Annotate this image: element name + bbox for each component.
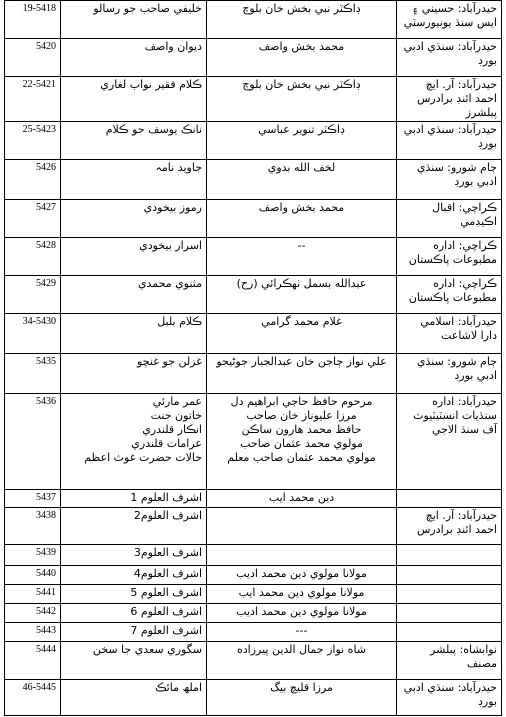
row-number: 25-5423 xyxy=(5,122,61,160)
row-number: 5436 xyxy=(5,394,61,490)
book-title: جاويد نامہ xyxy=(61,160,207,200)
row-number: 5429 xyxy=(5,276,61,314)
book-publisher: ڄام شورو: سنڌي ادبي بورڊ xyxy=(397,354,502,394)
book-publisher: حيدرآباد: سنڌي ادبي بورڊ xyxy=(397,680,502,716)
book-author: ڊاڪٽر تنوير عباسي xyxy=(207,122,397,160)
book-author-list xyxy=(207,394,397,490)
book-author: عبدالله بسمل ٺهڪرائي (رح) xyxy=(207,276,397,314)
book-title: املھ مائڪ xyxy=(61,680,207,716)
book-author xyxy=(207,545,397,566)
book-author: مرحوم حافظ حاجي ابراهيم دل xyxy=(230,395,373,408)
catalog-table xyxy=(4,0,501,717)
table-row xyxy=(5,642,502,680)
table-row xyxy=(5,490,502,508)
row-number: 5443 xyxy=(5,623,61,642)
row-number: 5437 xyxy=(5,490,61,508)
row-number: 34-5430 xyxy=(5,314,61,354)
book-author: دين محمد ايب xyxy=(207,490,397,508)
book-title: اشرف العلوم 6 xyxy=(61,604,207,623)
book-title: اشرف العلوم 1 xyxy=(61,490,207,508)
table-row xyxy=(5,354,502,394)
book-publisher: ڪراچي: اداره مطبوعات پاڪستان xyxy=(397,276,502,314)
book-publisher xyxy=(397,585,502,604)
book-title: رموز بيخودي xyxy=(61,200,207,238)
table-row xyxy=(5,77,502,122)
book-author: مرزا قليچ بيگ xyxy=(207,680,397,716)
book-title: اشرف العلوم4 xyxy=(61,566,207,585)
row-number: 5420 xyxy=(5,39,61,77)
book-title: اسرار بيخودي xyxy=(61,238,207,276)
book-author: مولانا مولوي دين محمد ايب xyxy=(207,585,397,604)
book-title: غزلن جو غنچو xyxy=(61,354,207,394)
table-row xyxy=(5,394,502,490)
book-publisher xyxy=(397,604,502,623)
row-number: 5435 xyxy=(5,354,61,394)
table-row xyxy=(5,238,502,276)
row-number: 5427 xyxy=(5,200,61,238)
table-row xyxy=(5,623,502,642)
table-row xyxy=(5,566,502,585)
row-number: 5444 xyxy=(5,642,61,680)
table-row xyxy=(5,160,502,200)
book-title-list xyxy=(61,394,207,490)
table-row xyxy=(5,680,502,716)
book-author: مولوي محمد عثمان صاحب xyxy=(240,437,363,450)
book-author: حافظ محمد هارون ساڪن xyxy=(241,423,362,436)
book-publisher: ڪراچي: اداره مطبوعات پاڪستان xyxy=(397,238,502,276)
book-publisher xyxy=(397,623,502,642)
book-title: ڪلام فقير نواب لغاري xyxy=(61,77,207,122)
book-title: عمر مارئي xyxy=(152,395,202,408)
book-title: اشرف العلوم 5 xyxy=(61,585,207,604)
book-title: مثنوي محمدي xyxy=(61,276,207,314)
row-number: 46-5445 xyxy=(5,680,61,716)
book-publisher: حيدرآباد: سنڌي ادبي بورڊ xyxy=(397,39,502,77)
book-author: علي نواز ڄاجن خان عبدالجبار جوڻيجو xyxy=(207,354,397,394)
table-row xyxy=(5,314,502,354)
row-number: 5441 xyxy=(5,585,61,604)
book-author: غلام محمد گرامي xyxy=(207,314,397,354)
book-publisher xyxy=(397,566,502,585)
table-row xyxy=(5,1,502,39)
book-publisher: حيدرآباد: آر. ايچ احمد ائنڊ برادرس xyxy=(397,508,502,545)
book-publisher: نوابشاه: پبلشر مصنف xyxy=(397,642,502,680)
book-title: ديوان واصف xyxy=(61,39,207,77)
table-row xyxy=(5,545,502,566)
row-number: 5428 xyxy=(5,238,61,276)
book-title: خاتون جنت xyxy=(150,409,202,422)
table-row xyxy=(5,604,502,623)
book-publisher xyxy=(397,490,502,508)
book-title: عرامات قلندري xyxy=(131,437,202,450)
book-author: محمد بخش واصف xyxy=(207,200,397,238)
book-publisher: حيدرآباد: سنڌي ادبي بورڊ xyxy=(397,122,502,160)
row-number: 19-5418 xyxy=(5,1,61,39)
book-publisher: حيدرآباد: اسلامي دارا لاشاعت xyxy=(397,314,502,354)
row-number: 3438 xyxy=(5,508,61,545)
book-publisher: ڄام شورو: سنڌي ادبي بورڊ xyxy=(397,160,502,200)
book-author xyxy=(207,508,397,545)
row-number: 5426 xyxy=(5,160,61,200)
book-publisher: حيدرآباد: اداره سنڌيات انسٽيٽيوٽ آف سنڌ الاجي xyxy=(397,394,502,490)
book-author: ڊاڪٽر نبي بخش خان بلوچ xyxy=(207,1,397,39)
book-author: -- xyxy=(207,238,397,276)
book-author: --- xyxy=(207,623,397,642)
book-author: مرزا عليوناز خان صاحب xyxy=(246,409,357,422)
book-publisher: حيدرآباد: آر. ايچ احمد ائنڊ برادرس پبلشرز xyxy=(397,77,502,122)
book-title: نانڪ يوسف جو ڪلام xyxy=(61,122,207,160)
book-author: مولانا مولوي دين محمد اديب xyxy=(207,604,397,623)
table-row xyxy=(5,122,502,160)
book-author: مولوي محمد عثمان صاحب معلم xyxy=(227,451,376,464)
book-author: شاه نواز جمال الدين پيرزاده xyxy=(207,642,397,680)
table-row xyxy=(5,585,502,604)
row-number: 5439 xyxy=(5,545,61,566)
book-author: ڊاڪٽر نبي بخش خان بلوچ xyxy=(207,77,397,122)
row-number: 22-5421 xyxy=(5,77,61,122)
book-publisher: ڪراچي: اقبال اڪيڊمي xyxy=(397,200,502,238)
row-number: 5440 xyxy=(5,566,61,585)
book-title: حالات حضرت غوث اعظم xyxy=(84,451,202,464)
table-row xyxy=(5,200,502,238)
book-publisher xyxy=(397,545,502,566)
book-author: مولانا مولوي دين محمد اديب xyxy=(207,566,397,585)
book-author: لخف الله بدوي xyxy=(207,160,397,200)
book-publisher: حيدرآباد: حسيني ۽ ايس سنڌ يونيورسٽي xyxy=(397,1,502,39)
book-title: اشرف العلوم 7 xyxy=(61,623,207,642)
book-title: انڪار قلندري xyxy=(142,423,202,436)
table-row xyxy=(5,276,502,314)
book-title: اشرف العلوم2 xyxy=(61,508,207,545)
book-title: اشرف العلوم3 xyxy=(61,545,207,566)
table-row xyxy=(5,39,502,77)
table-row xyxy=(5,508,502,545)
row-number: 5442 xyxy=(5,604,61,623)
book-title: ڪلام بلبل xyxy=(61,314,207,354)
book-author: محمد بخش واصف xyxy=(207,39,397,77)
book-title: خليفي صاحب جو رسالو xyxy=(61,1,207,39)
book-title: سگوري سعدي جا سخن xyxy=(61,642,207,680)
